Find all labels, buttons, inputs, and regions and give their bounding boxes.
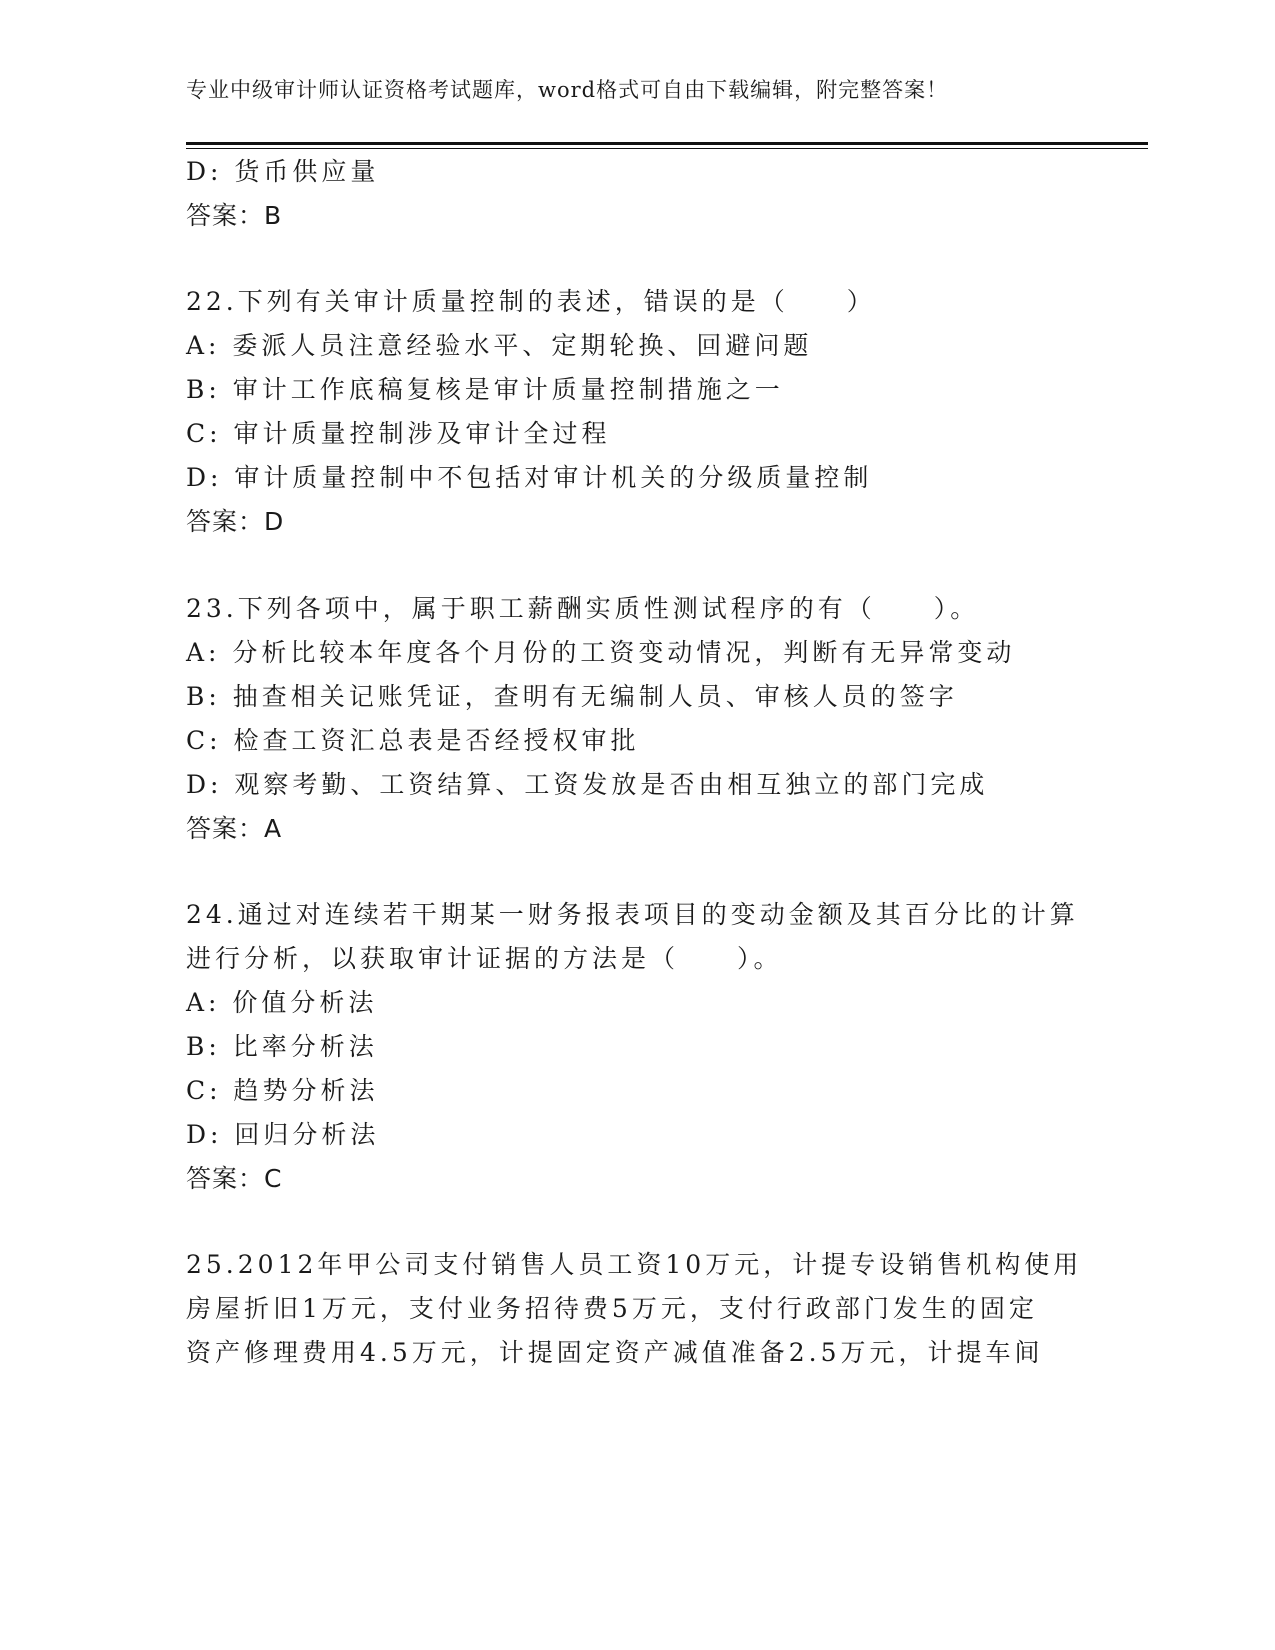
answer-line: 答案：B <box>186 201 283 230</box>
question-stem: 房屋折旧1万元，支付业务招待费5万元，支付行政部门发生的固定 <box>186 1294 1038 1323</box>
header-divider-thin <box>186 148 1148 149</box>
option-d: D: 货币供应量 <box>186 157 380 186</box>
option-d: D: 审计质量控制中不包括对审计机关的分级质量控制 <box>186 463 873 492</box>
answer-line: 答案：D <box>186 507 285 536</box>
option-c: C: 检查工资汇总表是否经授权审批 <box>186 726 640 755</box>
question-stem: 资产修理费用4.5万元，计提固定资产减值准备2.5万元，计提车间 <box>186 1338 1044 1367</box>
question-stem: 23.下列各项中，属于职工薪酬实质性测试程序的有（ ）。 <box>186 594 980 623</box>
option-a: A: 分析比较本年度各个月份的工资变动情况，判断有无异常变动 <box>186 638 1016 667</box>
option-b: B: 抽查相关记账凭证，查明有无编制人员、审核人员的签字 <box>186 682 958 711</box>
option-a: A: 委派人员注意经验水平、定期轮换、回避问题 <box>186 331 813 360</box>
option-d: D: 观察考勤、工资结算、工资发放是否由相互独立的部门完成 <box>186 770 989 799</box>
question-stem: 24.通过对连续若干期某一财务报表项目的变动金额及其百分比的计算 <box>186 900 1079 929</box>
question-stem: 25.2012年甲公司支付销售人员工资10万元，计提专设销售机构使用 <box>186 1250 1083 1279</box>
header-divider-thick <box>186 142 1148 145</box>
answer-line: 答案：C <box>186 1164 283 1193</box>
page-header-title: 专业中级审计师认证资格考试题库，word格式可自由下载编辑，附完整答案！ <box>186 78 949 102</box>
option-b: B: 审计工作底稿复核是审计质量控制措施之一 <box>186 375 784 404</box>
answer-line: 答案：A <box>186 814 283 843</box>
option-c: C: 趋势分析法 <box>186 1076 379 1105</box>
option-a: A: 价值分析法 <box>186 988 378 1017</box>
question-stem: 进行分析，以获取审计证据的方法是（ ）。 <box>186 944 783 973</box>
question-stem: 22.下列有关审计质量控制的表述，错误的是（ ） <box>186 287 876 316</box>
option-b: B: 比率分析法 <box>186 1032 378 1061</box>
option-d: D: 回归分析法 <box>186 1120 380 1149</box>
option-c: C: 审计质量控制涉及审计全过程 <box>186 419 611 448</box>
